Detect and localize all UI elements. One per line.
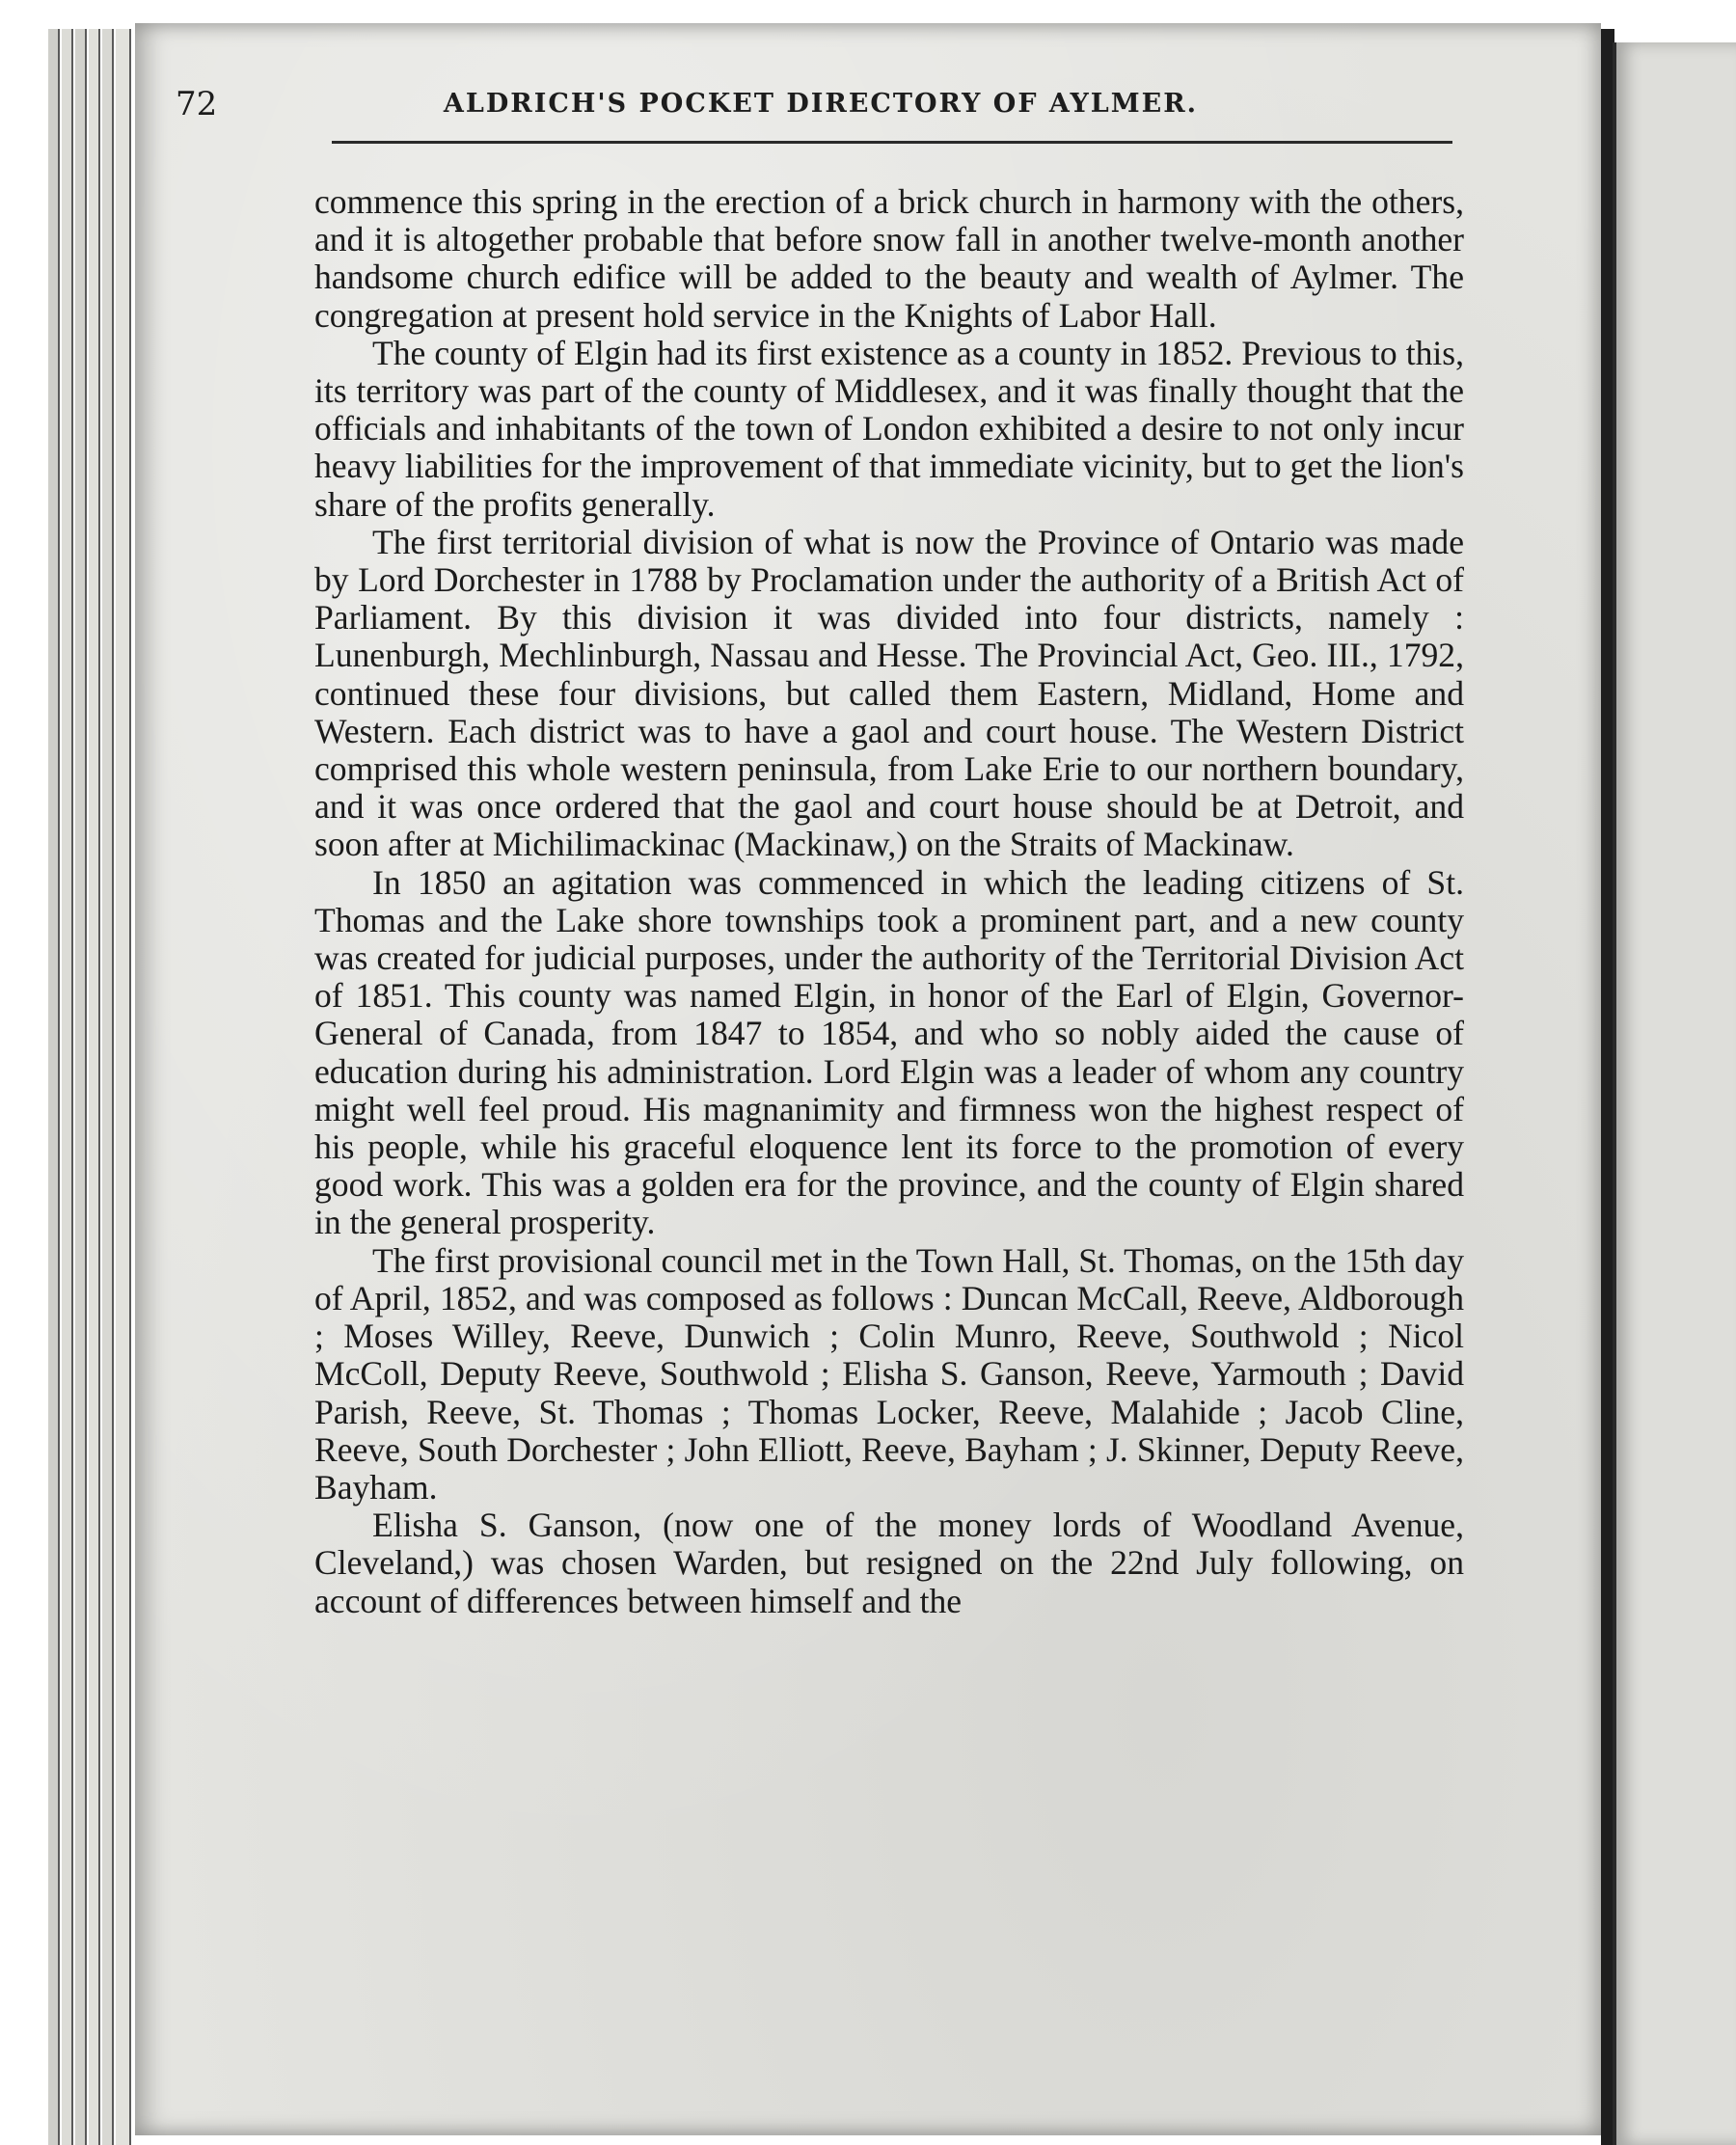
paragraph: The first territorial division of what is now the Province of Ontario was made by Lord Dorchester in 1788 by Proclamation under the authority of a British Act of Parliament. By this division it was divided into four districts, namely : Lunenburgh, Mechlinburgh, Nassau and Hesse. The Provincial Act, Geo. III., 1792, continued these four divisions, but called them Eastern, Midland, Home and Western. Each district was to have a gaol and court house. The Western District comprised this whole western peninsula, from Lake Erie to our northern boundary, and it was once ordered that the gaol and court house should be at Detroit, and soon after at Michilimackinac (Mackinaw,) on the Straits of Mackinaw. <box>314 522 1464 864</box>
paragraph: The first provisional council met in the Town Hall, St. Thomas, on the 15th day of April, 1852, and was composed as follows : Duncan McCall, Reeve, Aldborough ; Moses Willey, Reeve, Dunwich ; Colin Munro, Reeve, Southwold ; Nicol McColl, Deputy Reeve, Southwold ; Elisha S. Ganson, Reeve, Yarmouth ; David Parish, Reeve, St. Thomas ; Thomas Locker, Reeve, Malahide ; Jacob Cline, Reeve, South Dorchester ; John Elliott, Reeve, Bayham ; J. Skinner, Deputy Reeve, Bayham. <box>314 1240 1464 1507</box>
paragraph: In 1850 an agitation was commenced in which the leading citizens of St. Thomas and the Lake shore townships took a prominent part, and a new county was created for judicial purposes, under the authority of the Territorial Division Act of 1851. This county was named Elgin, in honor of the Earl of Elgin, Governor-General of Canada, from 1847 to 1854, and who so nobly aided the cause of education during his administration. Lord Elgin was a leader of whom any country might well feel proud. His magnanimity and firmness won the highest respect of his people, while his graceful eloquence lent its force to the promotion of every good work. This was a golden era for the province, and the county of Elgin shared in the general prosperity. <box>314 862 1464 1242</box>
running-header <box>176 85 1466 133</box>
body-text <box>314 183 1464 1620</box>
header-rule <box>332 141 1452 144</box>
paragraph: Elisha S. Ganson, (now one of the money lords of Woodland Avenue, Cleveland,) was chosen Warden, but resigned on the 22nd July following, on account of differences between himself and the <box>314 1506 1464 1620</box>
page-number: 72 <box>176 85 218 123</box>
page-edge <box>89 29 100 2145</box>
page-edge <box>102 29 114 2145</box>
page-edge <box>75 29 87 2145</box>
paragraph: The county of Elgin had its first existence as a county in 1852. Previous to this, its territory was part of the county of Middlesex, and it was finally thought that the officials and inhabitants of the town of London exhibited a desire to not only incur heavy liabilities for the improvement of that immediate vicinity, but to get the lion's share of the profits generally. <box>314 333 1464 524</box>
running-title: ALDRICH'S POCKET DIRECTORY OF AYLMER. <box>443 89 1199 119</box>
page-edge <box>62 29 73 2145</box>
paragraph: commence this spring in the erection of a brick church in harmony with the others, and it is altogether probable that before snow fall in another twelve-month another handsome church edifice will be added to the beauty and wealth of Aylmer. The congregation at present hold service in the Knights of Labor Hall. <box>314 182 1464 335</box>
facing-page <box>1613 42 1736 2145</box>
page-edge <box>48 29 60 2145</box>
page-edge <box>116 29 131 2145</box>
